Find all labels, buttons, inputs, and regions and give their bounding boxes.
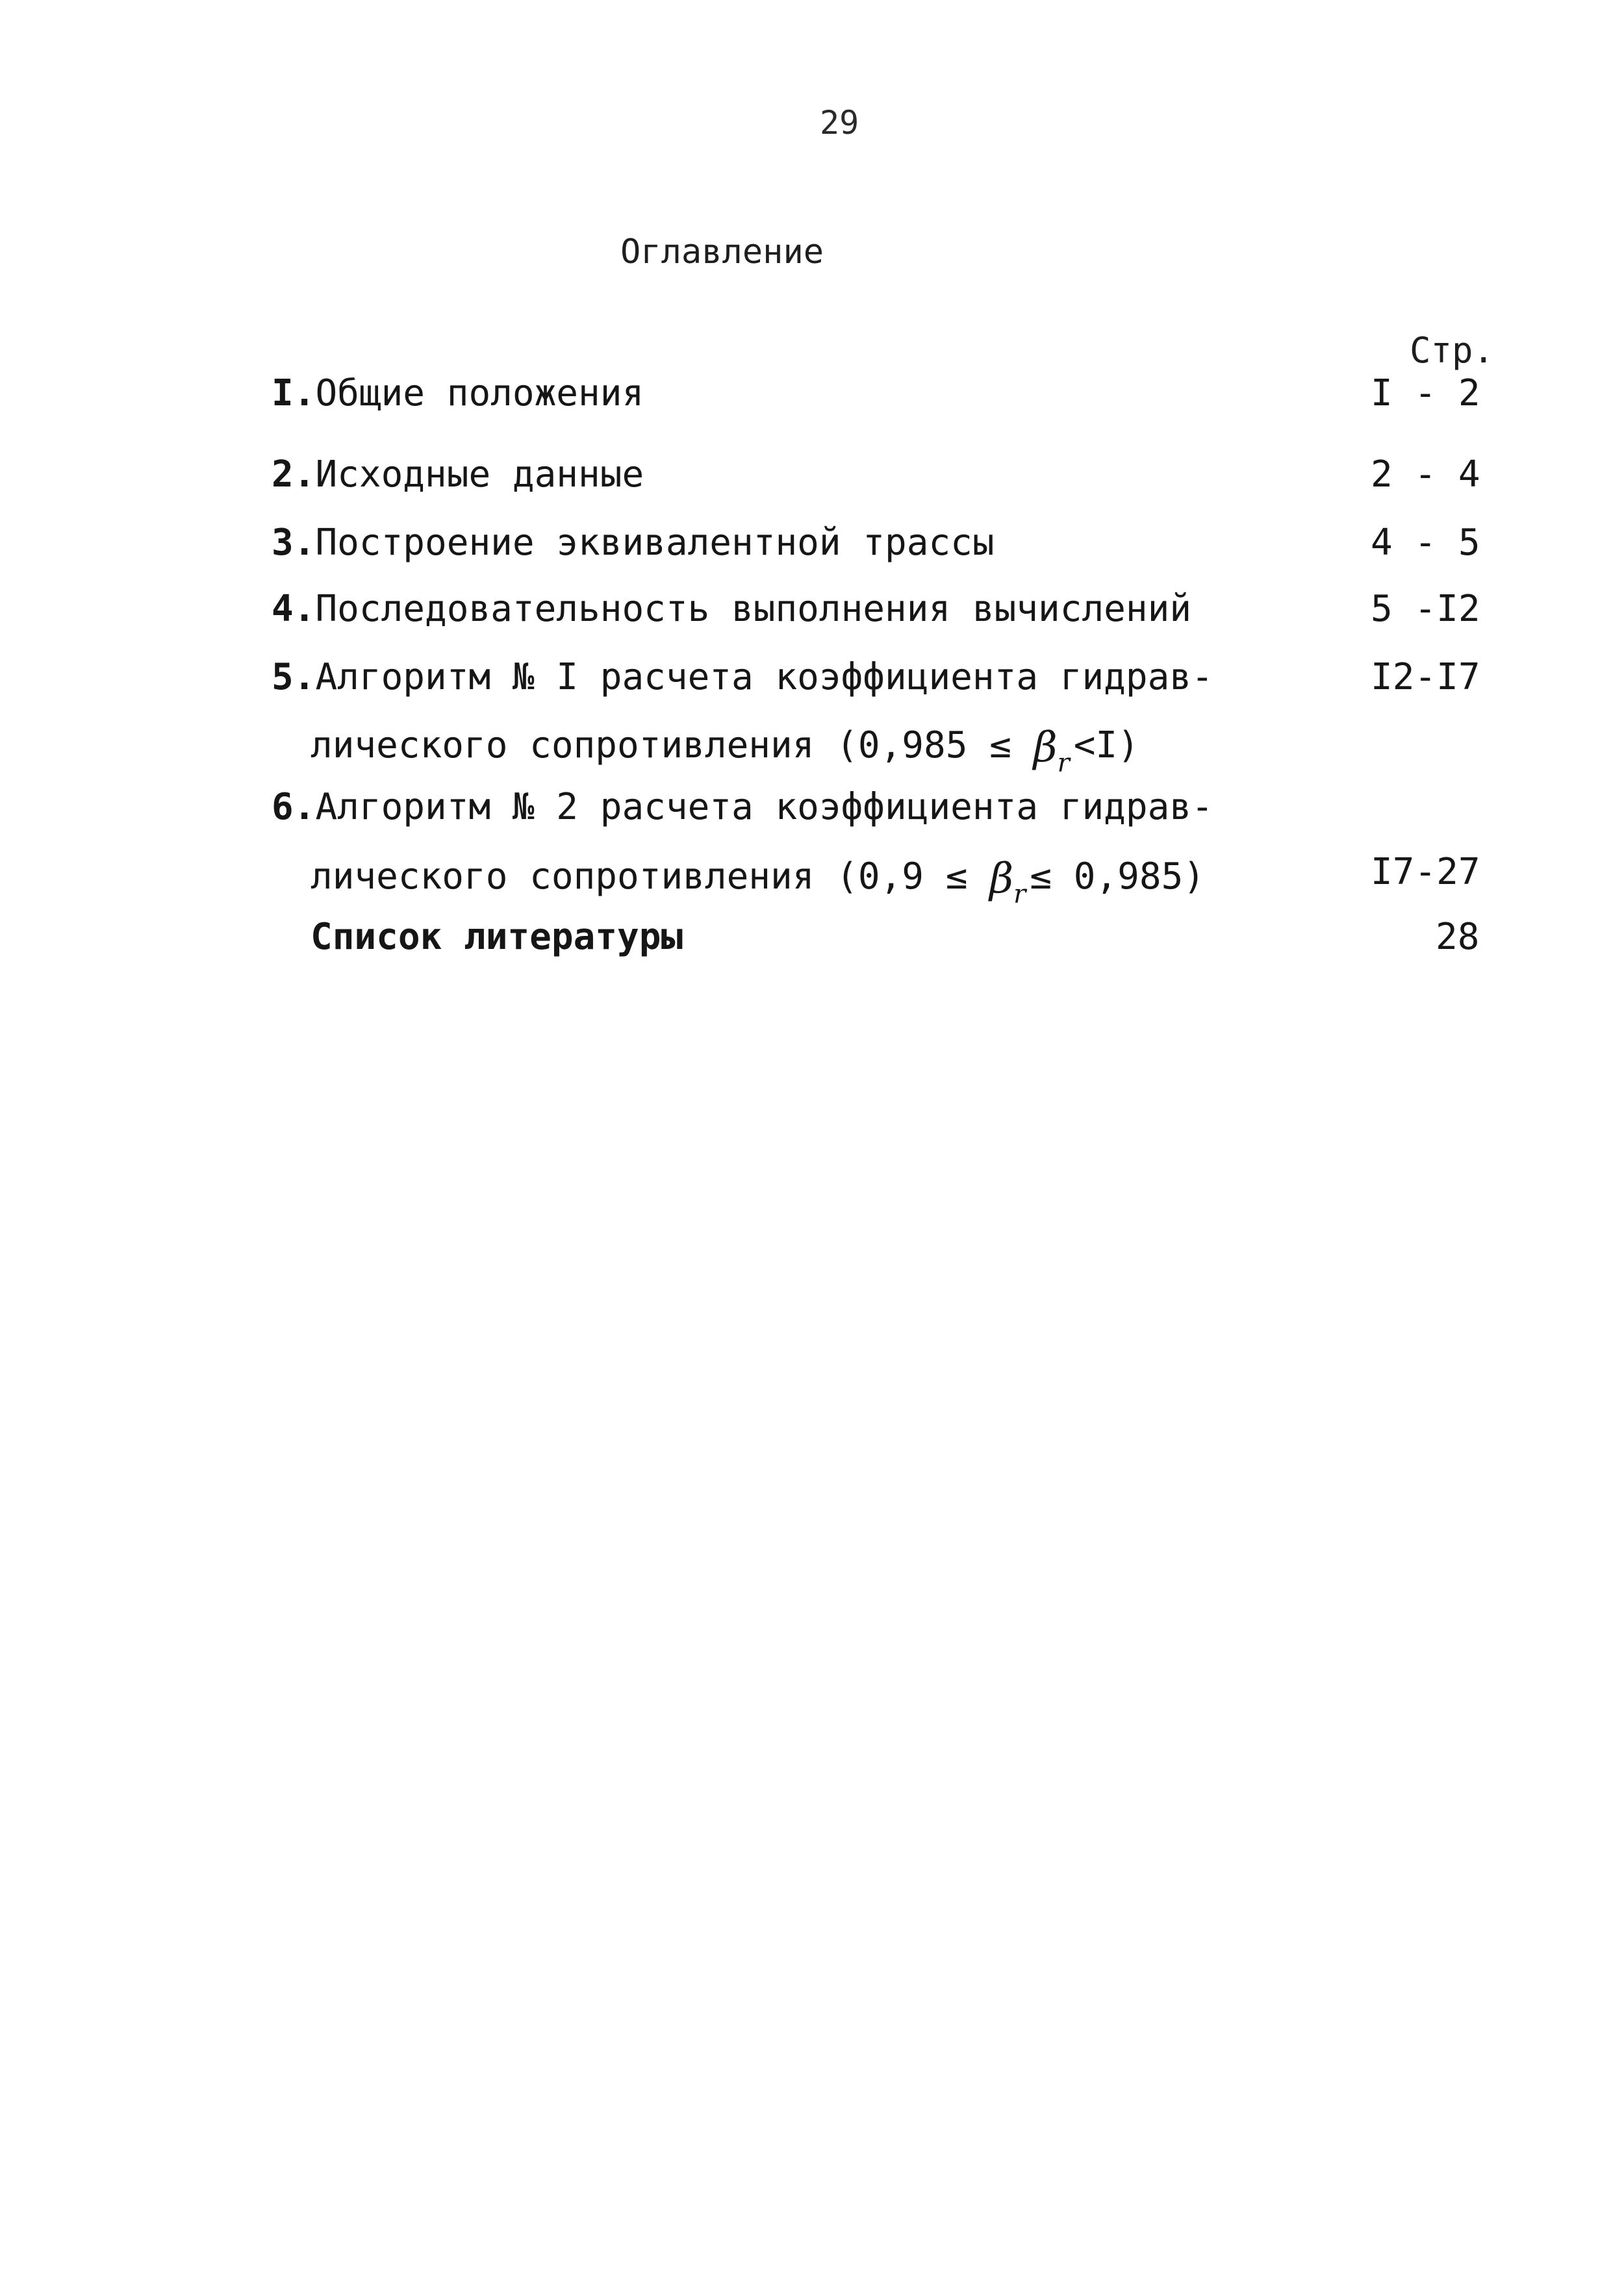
toc-entry-5 [272,656,1213,698]
toc-entry-pages: I - 2 [1371,372,1480,414]
toc-entry-text: Построение эквивалентной трассы [315,522,995,564]
page-number: 29 [820,104,859,142]
toc-entry-number: I. [272,372,316,414]
toc-entry-6-continuation [311,851,1206,909]
toc-entry-number: 4. [272,588,316,630]
toc-entry-pages: I7-27 [1371,851,1480,893]
toc-entry-text: <I) [1073,724,1139,766]
toc-entry-pages: 4 - 5 [1371,522,1480,564]
toc-entry-7 [311,916,683,958]
toc-title: Оглавление [620,233,824,271]
toc-entry-text: Алгоритм № 2 расчета коэффициента гидрав- [315,786,1213,828]
toc-entry-pages: I2-I7 [1371,656,1480,698]
toc-entry-number: 6. [272,786,316,828]
toc-entry-3 [272,522,995,564]
toc-entry-text: лического сопротивления (0,9 ≤ [311,855,990,898]
toc-entry-pages: 28 [1436,916,1480,958]
toc-entry-text: Список литературы [311,916,683,958]
toc-entry-number: 5. [272,656,316,698]
toc-entry-text: Исходные данные [315,453,644,496]
toc-entry-text: Алгоритм № I расчета коэффициента гидрав- [315,656,1213,698]
toc-entry-5-continuation [311,720,1139,778]
pages-column-header: Стр. [1410,330,1495,371]
beta-subscript: r [1057,748,1070,778]
toc-entry-1 [272,372,644,414]
beta-subscript: r [1013,879,1026,909]
toc-entry-number: 3. [272,522,316,564]
toc-entry-text: лического сопротивления (0,985 ≤ [311,724,1034,766]
beta-symbol: β [1033,724,1058,772]
toc-entry-pages: 5 -I2 [1371,588,1480,630]
toc-entry-text: Последовательность выполнения вычислений [315,588,1192,630]
toc-entry-2 [272,453,644,496]
toc-entry-text: Общие положения [315,372,644,414]
beta-symbol: β [989,855,1014,903]
toc-entry-6 [272,786,1213,828]
toc-entry-4 [272,588,1191,630]
toc-entry-number: 2. [272,453,316,496]
toc-entry-text: ≤ 0,985) [1030,855,1206,898]
toc-entry-pages: 2 - 4 [1371,453,1480,496]
